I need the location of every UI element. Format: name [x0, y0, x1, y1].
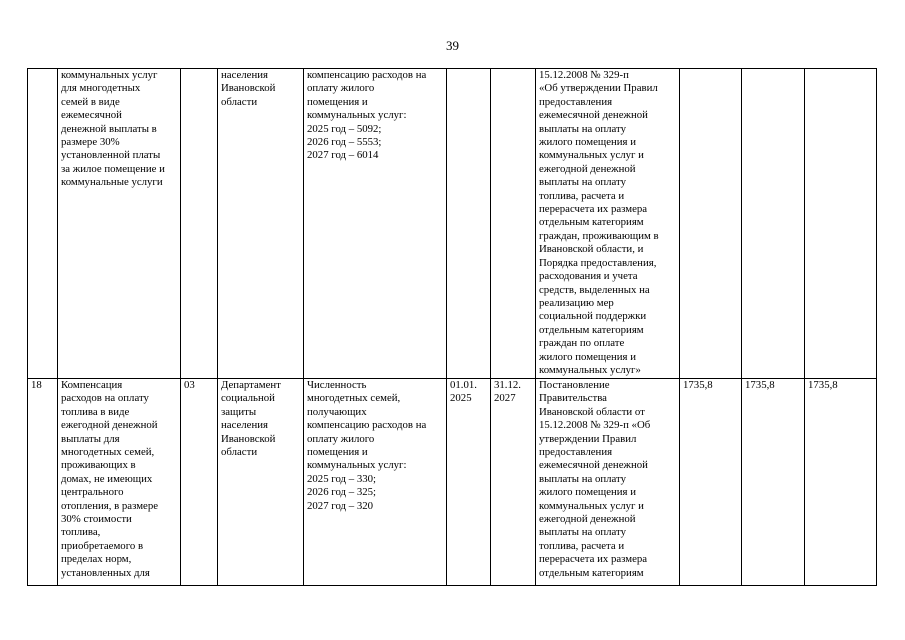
indicator-cell: компенсацию расходов на оплату жилого помещения и коммунальных услуг: 2025 год – 5092; 2026 год – 5553; 2027 год – 6014 — [304, 69, 447, 379]
measure-name-cell: Компенсация расходов на оплату топлива в виде ежегодной денежной выплаты для многодетных семей, проживающих в домах, не имеющих центрального отопления, в размере 30% стоимости топлива, приобретаемого в пределах норм, установленных для — [58, 379, 181, 586]
amount-2026-cell — [742, 69, 805, 379]
executor-cell: Департамент социальной защиты населения Ивановской области — [218, 379, 304, 586]
end-date-cell: 31.12. 2027 — [491, 379, 536, 586]
amount-2026-cell: 1735,8 — [742, 379, 805, 586]
start-date-cell — [447, 69, 491, 379]
row-number-cell — [28, 69, 58, 379]
program-measures-table — [27, 68, 877, 586]
table-row — [28, 379, 877, 586]
measure-name-cell: коммунальных услуг для многодетных семей в виде ежемесячной денежной выплаты в размере 30% установленной платы за жилое помещение и коммунальные услуги — [58, 69, 181, 379]
end-date-cell — [491, 69, 536, 379]
legal-basis-cell: 15.12.2008 № 329-п «Об утверждении Правил предоставления ежемесячной денежной выплаты на оплату жилого помещения и коммунальных услуг и ежегодной денежной выплаты на оплату топлива, расчета и перерасчета их размера отдельным категориям граждан, проживающим в Ивановской области, и Порядка предоставления, расходования и учета средств, выделенных на реализацию мер социальной поддержки отдельным категориям граждан по оплате жилого помещения и коммунальных услуг» — [536, 69, 680, 379]
amount-2027-cell — [805, 69, 877, 379]
page-number: 39 — [446, 38, 459, 53]
indicator-cell: Численность многодетных семей, получающих компенсацию расходов на оплату жилого помещения и коммунальных услуг: 2025 год – 330; 2026 год – 325; 2027 год – 320 — [304, 379, 447, 586]
row-number-cell: 18 — [28, 379, 58, 586]
amount-2027-cell: 1735,8 — [805, 379, 877, 586]
table-row — [28, 69, 877, 379]
executor-cell: населения Ивановской области — [218, 69, 304, 379]
code-cell — [181, 69, 218, 379]
legal-basis-cell: Постановление Правительства Ивановской области от 15.12.2008 № 329-п «Об утверждении Правил предоставления ежемесячной денежной выплаты на оплату жилого помещения и коммунальных услуг и ежегодной денежной выплаты на оплату топлива, расчета и перерасчета их размера отдельным категориям — [536, 379, 680, 586]
amount-2025-cell: 1735,8 — [680, 379, 742, 586]
amount-2025-cell — [680, 69, 742, 379]
start-date-cell: 01.01. 2025 — [447, 379, 491, 586]
code-cell: 03 — [181, 379, 218, 586]
